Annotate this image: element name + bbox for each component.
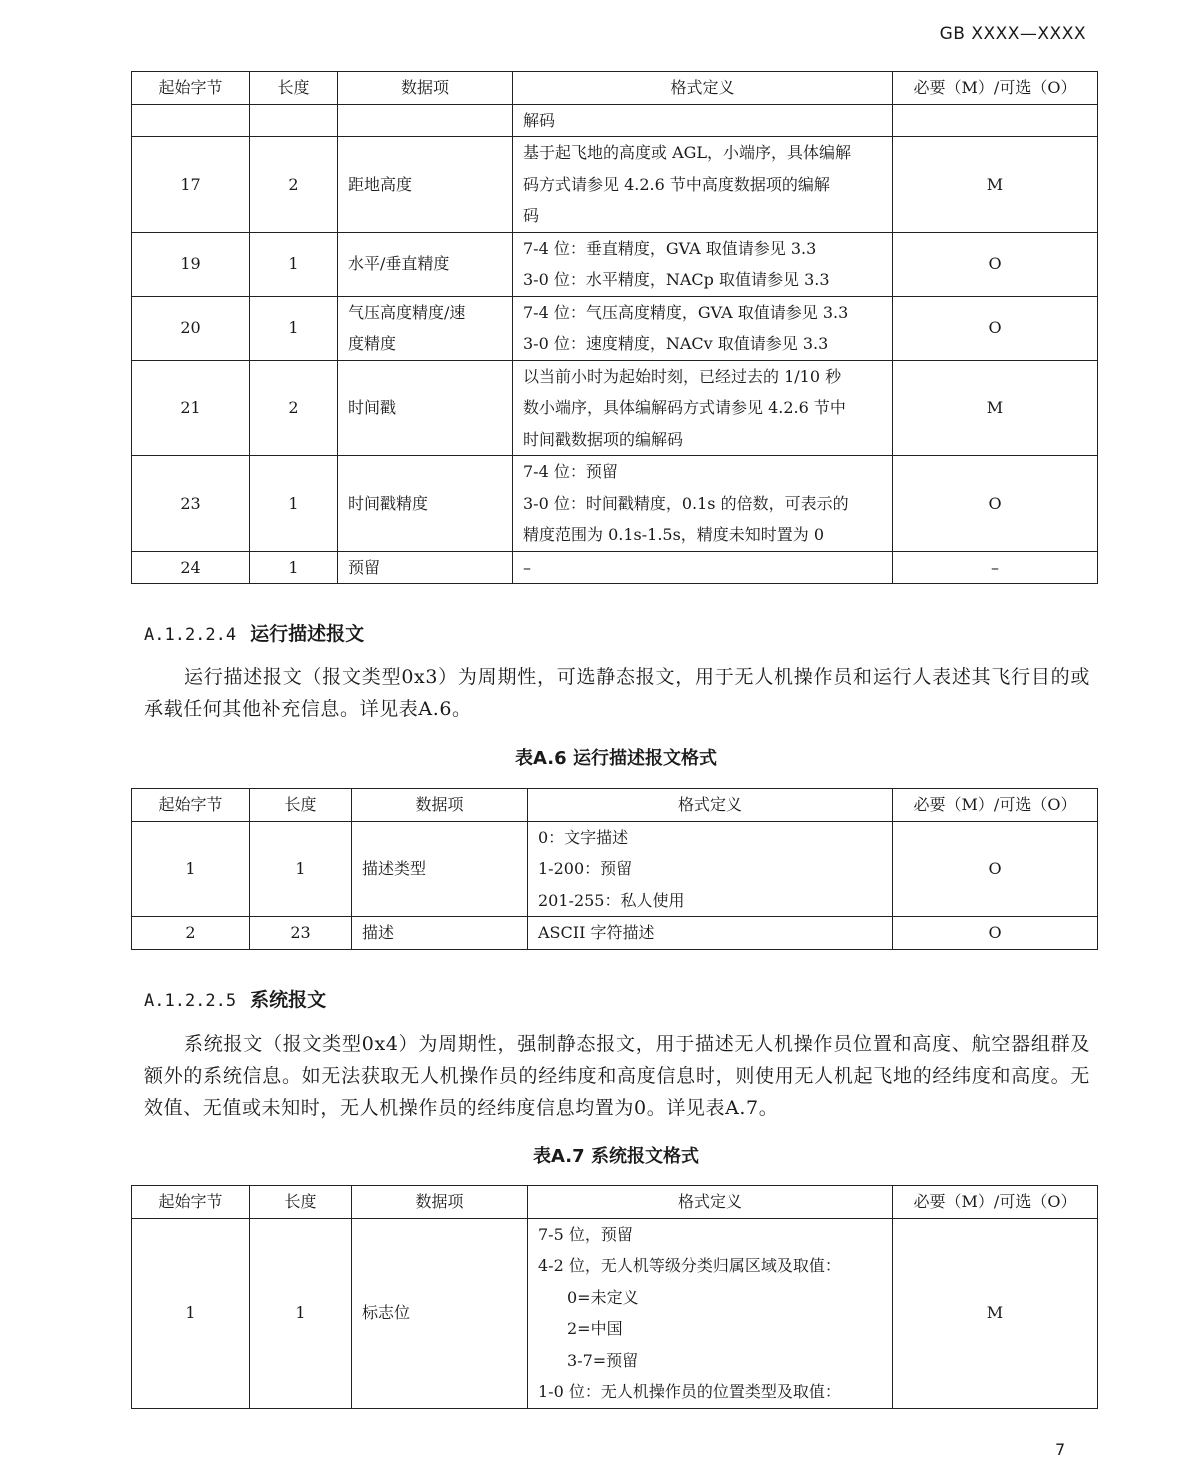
item-line: 标志位	[362, 1303, 411, 1323]
document-code: GB XXXX—XXXX	[939, 24, 1086, 44]
table-row	[132, 296, 1098, 360]
table-row	[132, 137, 1098, 233]
cell-required: O	[893, 456, 1098, 552]
cell-length: 2	[250, 360, 338, 456]
col-header-start-byte: 起始字节	[132, 72, 250, 105]
table-a6	[131, 788, 1098, 950]
format-line: 3-7=预留	[567, 1350, 639, 1370]
cell-start: 20	[132, 296, 250, 360]
cell-required: O	[893, 232, 1098, 296]
col-header-required: 必要（M）/可选（O）	[893, 789, 1098, 822]
table-row	[132, 104, 1098, 137]
section-heading-a1225	[144, 985, 326, 1012]
table-header-row	[132, 1186, 1098, 1219]
cell-required: M	[893, 137, 1098, 233]
format-line: 码方式请参见 4.2.6 节中高度数据项的编解	[523, 174, 830, 194]
cell-format	[513, 456, 893, 552]
format-line: 0：文字描述	[538, 827, 629, 847]
cell-length: 1	[250, 1218, 352, 1408]
format-line: 4-2 位，无人机等级分类归属区域及取值：	[538, 1256, 841, 1275]
format-line: 3-0 位：速度精度，NACv 取值请参见 3.3	[523, 334, 829, 353]
cell-start: 21	[132, 360, 250, 456]
cell-format	[513, 551, 893, 584]
cell-item	[352, 1218, 528, 1408]
col-header-start-byte: 起始字节	[132, 1186, 250, 1219]
cell-start: 23	[132, 456, 250, 552]
cell-item	[338, 104, 513, 137]
format-line: 3-0 位：水平精度，NACp 取值请参见 3.3	[523, 270, 830, 289]
col-header-data-item: 数据项	[352, 1186, 528, 1219]
table-row	[132, 1218, 1098, 1408]
format-line: 基于起飞地的高度或 AGL，小端序，具体编解	[523, 143, 852, 162]
cell-required: M	[893, 1218, 1098, 1408]
col-header-start-byte: 起始字节	[132, 789, 250, 822]
cell-item	[338, 296, 513, 360]
section-number: A.1.2.2.4	[144, 625, 237, 645]
col-header-required: 必要（M）/可选（O）	[893, 1186, 1098, 1219]
format-line: 1-0 位：无人机操作员的位置类型及取值：	[538, 1382, 841, 1401]
format-line: 7-4 位：气压高度精度，GVA 取值请参见 3.3	[523, 302, 849, 322]
section-paragraph: 系统报文（报文类型0x4）为周期性，强制静态报文，用于描述无人机操作员位置和高度、航空器组群及额外的系统信息。如无法获取无人机操作员的经纬度和高度信息时，则使用无人机起飞地的经纬度和高度。无效值、无值或未知时，无人机操作员的经纬度信息均置为0。详见表A.7。	[144, 1033, 1090, 1119]
section-title: 系统报文	[250, 989, 327, 1011]
cell-length: 1	[250, 821, 352, 917]
section-title: 运行描述报文	[250, 623, 365, 645]
cell-length: 23	[250, 917, 352, 950]
cell-required: M	[893, 360, 1098, 456]
item-line: 水平/垂直精度	[348, 254, 450, 274]
format-line: 时间戳数据项的编解码	[523, 429, 684, 449]
format-line: 7-4 位：预留	[523, 462, 618, 481]
format-line: 0=未定义	[567, 1287, 639, 1307]
cell-length: 1	[250, 456, 338, 552]
cell-format	[528, 1218, 893, 1408]
table-row	[132, 551, 1098, 584]
cell-required: O	[893, 821, 1098, 917]
table-caption-a7: 表A.7 系统报文格式	[533, 1146, 699, 1167]
format-line: 解码	[523, 110, 556, 130]
cell-required: –	[893, 551, 1098, 584]
format-line: 201-255：私人使用	[538, 890, 685, 910]
cell-item	[338, 551, 513, 584]
col-header-format: 格式定义	[528, 789, 893, 822]
cell-length: 2	[250, 137, 338, 233]
col-header-length: 长度	[250, 789, 352, 822]
cell-format	[513, 296, 893, 360]
cell-start: 1	[132, 821, 250, 917]
cell-length: 1	[250, 232, 338, 296]
table-row	[132, 456, 1098, 552]
item-line: 预留	[348, 557, 381, 577]
section-paragraph: 运行描述报文（报文类型0x3）为周期性，可选静态报文，用于无人机操作员和运行人表述其飞行目的或承载任何其他补充信息。详见表A.6。	[144, 666, 1090, 720]
cell-required	[893, 104, 1098, 137]
col-header-length: 长度	[250, 1186, 352, 1219]
format-line: 7-5 位，预留	[538, 1224, 633, 1244]
col-header-required: 必要（M）/可选（O）	[893, 72, 1098, 105]
table-caption-a6: 表A.6 运行描述报文格式	[515, 748, 717, 769]
cell-item	[338, 360, 513, 456]
cell-length: 1	[250, 296, 338, 360]
table-header-row	[132, 72, 1098, 105]
section-heading-a1224	[144, 619, 364, 646]
cell-format	[513, 137, 893, 233]
cell-item	[352, 821, 528, 917]
item-line: 描述	[362, 923, 395, 942]
table-row	[132, 360, 1098, 456]
format-line: 数小端序，具体编解码方式请参见 4.2.6 节中	[523, 398, 846, 417]
format-line: –	[523, 557, 531, 577]
table-row	[132, 232, 1098, 296]
col-header-length: 长度	[250, 72, 338, 105]
cell-format	[528, 821, 893, 917]
table-row	[132, 917, 1098, 950]
cell-required: O	[893, 296, 1098, 360]
item-line: 距地高度	[348, 174, 413, 194]
cell-required: O	[893, 917, 1098, 950]
table-a7	[131, 1185, 1098, 1409]
cell-item	[338, 456, 513, 552]
cell-length: 1	[250, 551, 338, 584]
col-header-format: 格式定义	[528, 1186, 893, 1219]
table-header-row	[132, 789, 1098, 822]
item-line: 气压高度精度/速	[348, 302, 466, 322]
message-format-table-continued	[131, 71, 1098, 584]
format-line: 1-200：预留	[538, 859, 633, 878]
item-line: 度精度	[348, 334, 397, 353]
format-line: 7-4 位：垂直精度，GVA 取值请参见 3.3	[523, 238, 817, 258]
format-line: ASCII 字符描述	[538, 923, 655, 942]
col-header-data-item: 数据项	[338, 72, 513, 105]
col-header-data-item: 数据项	[352, 789, 528, 822]
cell-start: 19	[132, 232, 250, 296]
table-row	[132, 821, 1098, 917]
format-line: 码	[523, 206, 540, 225]
cell-start: 17	[132, 137, 250, 233]
cell-item	[338, 137, 513, 233]
format-line: 以当前小时为起始时刻，已经过去的 1/10 秒	[523, 366, 842, 386]
cell-format	[513, 104, 893, 137]
cell-format	[513, 232, 893, 296]
format-line: 2=中国	[567, 1319, 623, 1338]
cell-start: 2	[132, 917, 250, 950]
cell-format	[513, 360, 893, 456]
col-header-format: 格式定义	[513, 72, 893, 105]
cell-item	[352, 917, 528, 950]
cell-start: 1	[132, 1218, 250, 1408]
cell-start: 24	[132, 551, 250, 584]
item-line: 时间戳精度	[348, 493, 429, 513]
item-line: 描述类型	[362, 859, 427, 878]
cell-length	[250, 104, 338, 137]
section-number: A.1.2.2.5	[144, 991, 237, 1011]
item-line: 时间戳	[348, 398, 397, 417]
format-line: 3-0 位：时间戳精度，0.1s 的倍数，可表示的	[523, 493, 849, 513]
cell-item	[338, 232, 513, 296]
page-number: 7	[1055, 1440, 1066, 1459]
format-line: 精度范围为 0.1s-1.5s，精度未知时置为 0	[523, 525, 825, 544]
cell-start	[132, 104, 250, 137]
cell-format	[528, 917, 893, 950]
